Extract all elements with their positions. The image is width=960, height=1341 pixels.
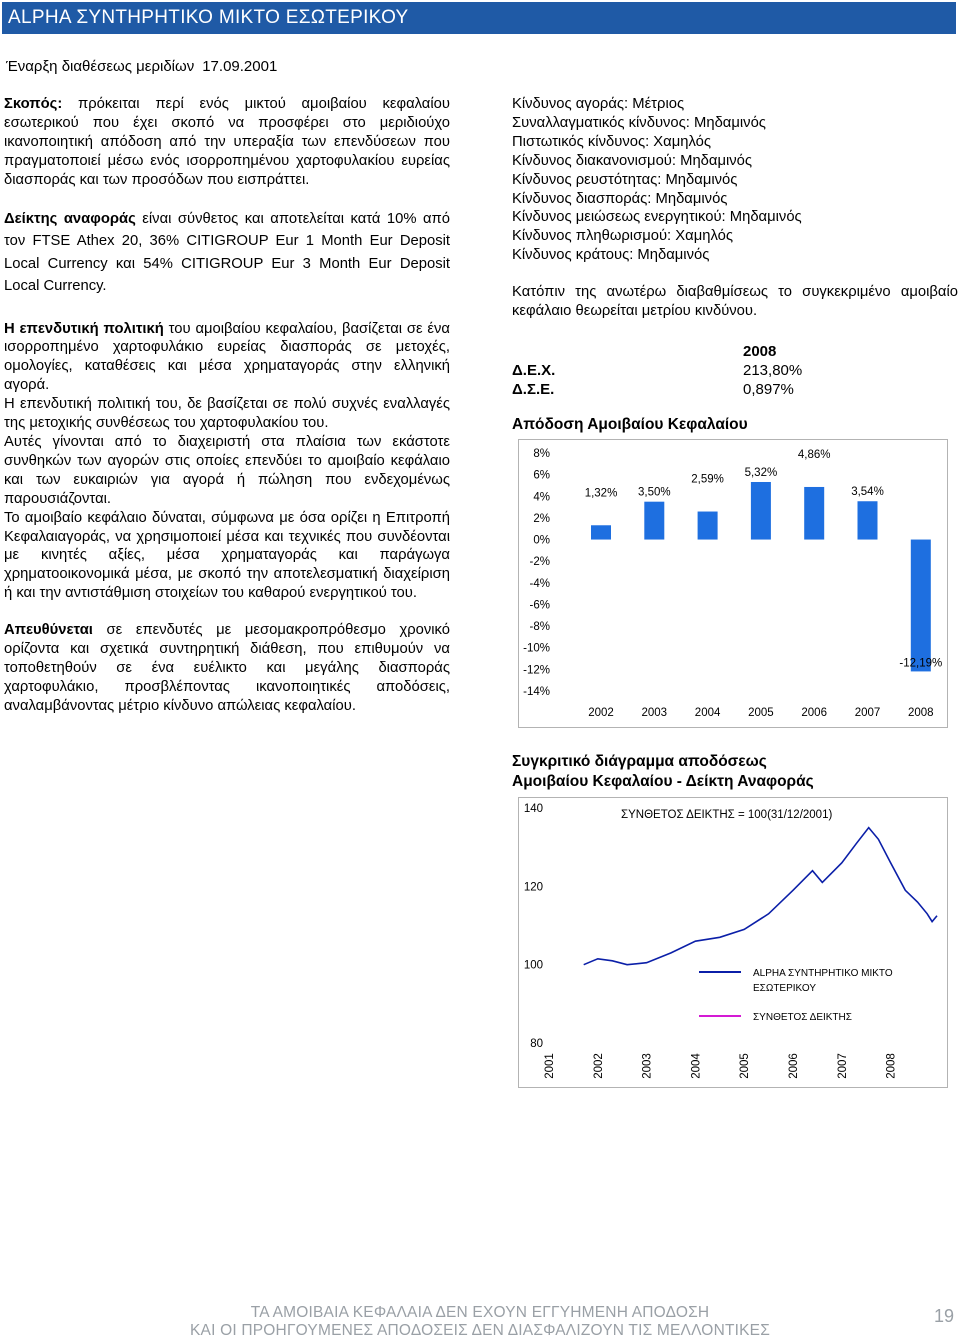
policy-paragraph — [4, 320, 450, 396]
objective-paragraph — [4, 95, 450, 190]
bar-value-label: 1,32% — [584, 487, 618, 500]
y-tick-label: -10% — [523, 642, 550, 655]
stats-year: 2008 — [743, 343, 777, 360]
y-tick-label: -2% — [529, 556, 550, 569]
risk-list — [512, 95, 958, 265]
y-tick-label: 4% — [533, 491, 550, 504]
risk-item: Κίνδυνος πληθωρισμού: Χαμηλός — [512, 228, 733, 245]
y-tick-label: -4% — [529, 577, 550, 590]
legend-label-fund: ALPHA ΣΥΝΤΗΡΗΤΙΚΟ ΜΙΚΤΟ — [753, 968, 893, 979]
audience-paragraph — [4, 621, 450, 716]
bar — [858, 501, 878, 539]
x-tick-label: 2003 — [641, 707, 668, 719]
policy-paragraph-3: Αυτές γίνονται από το διαχειριστή στα πλαίσια των εκάστοτε συνθηκών των αγορών στις οποίες επενδύει το αμοιβαίο κεφάλαιο και των ευκαιριών για αγορά ή πώληση που ενδεχομένως παρουσιάζονται. — [4, 433, 450, 507]
y-tick-label: -14% — [523, 686, 550, 698]
y-tick-label: 80 — [530, 1038, 543, 1050]
disclaimer-footer — [0, 1304, 960, 1340]
objective-label: Σκοπός: — [4, 96, 63, 112]
policy-paragraph-4: Το αμοιβαίο κεφάλαιο δύναται, σύμφωνα με όσα ορίζει η Επιτροπή Κεφαλαιαγοράς, να χρησιμοποιεί μέσα και τεχνικές που συνδέονται με κινητές αξίες, μέσα χρηματαγοράς και παράγωγα χρηματοοικονομικά μέσα, με σκοπό την αποτελεσματική διαχείριση ή και την αντιστάθμιση στοιχείων του καθαρού ενεργητικού του. — [4, 509, 450, 602]
y-tick-label: -6% — [529, 599, 550, 612]
cost-stats — [512, 342, 812, 399]
returns-chart — [518, 439, 948, 728]
y-tick-label: -8% — [529, 621, 550, 634]
bar — [751, 482, 771, 540]
y-tick-label: 2% — [533, 512, 550, 525]
launch-date-line — [6, 58, 277, 75]
bar-value-label: 3,50% — [637, 486, 671, 499]
y-tick-label: 8% — [533, 448, 550, 460]
bar-value-label: -12,19% — [899, 657, 943, 670]
legend-label-fund-cont: ΕΣΩΤΕΡΙΚΟΥ — [753, 983, 817, 994]
x-tick-label: 2005 — [739, 1053, 752, 1079]
risk-item: Κίνδυνος διασποράς: Μηδαμινός — [512, 190, 728, 207]
y-tick-label: 0% — [533, 534, 550, 547]
x-tick-label: 2008 — [908, 707, 934, 719]
audience-label: Απευθύνεται — [4, 622, 93, 639]
x-tick-label: 2007 — [854, 707, 881, 719]
risk-section — [512, 95, 958, 321]
x-tick-label: 2006 — [788, 1053, 801, 1079]
comparison-title-line-2: Αμοιβαίου Κεφαλαίου - Δείκτη Αναφοράς — [512, 773, 814, 790]
risk-item: Κίνδυνος μειώσεως ενεργητικού: Μηδαμινός — [512, 209, 802, 226]
benchmark-text: είναι σύνθετος και αποτελείται κατά 10% από τον FTSE Athex 20, 36% CITIGROUP Eur 1 Month Eur Deposit Local Currency και 54% CITIGROUP Eur 3 Month Eur Deposit Local Currency. — [4, 210, 450, 295]
x-tick-label: 2008 — [885, 1053, 898, 1079]
bar-value-label: 2,59% — [691, 473, 724, 486]
risk-item: Κίνδυνος αγοράς: Μέτριος — [512, 96, 685, 112]
page-title: ALPHA ΣΥΝΤΗΡΗΤΙΚΟ ΜΙΚΤΟ ΕΣΩΤΕΡΙΚΟΥ — [2, 2, 956, 34]
benchmark-label: Δείκτης αναφοράς — [4, 210, 136, 227]
bar — [591, 525, 611, 539]
bar-value-label: 3,54% — [851, 486, 884, 499]
y-tick-label: 100 — [523, 959, 543, 972]
risk-item: Κίνδυνος διακανονισμού: Μηδαμινός — [512, 152, 753, 169]
launch-label: Έναρξη διαθέσεως μεριδίων — [6, 58, 195, 75]
risk-conclusion: Κατόπιν της ανωτέρω διαβαθμίσεως το συγκεκριμένο αμοιβαίο κεφάλαιο θεωρείται μετρίου κινδύνου. — [512, 284, 958, 320]
tc-label: Δ.Σ.Ε. — [512, 381, 555, 398]
x-tick-label: 2004 — [694, 707, 721, 719]
y-tick-label: -12% — [523, 664, 550, 677]
x-tick-label: 2006 — [801, 707, 827, 719]
page-number: 19 — [934, 1306, 955, 1326]
bar — [698, 512, 718, 540]
audience-text: σε επενδυτές με μεσομακροπρόθεσμο χρονικό ορίζοντα και σχετικά συντηρητική διάθεση, που επιθυμούν να τοποθετηθούν σε ένα ευέλικτο και μεγάλης διασποράς χαρτοφυλάκιο, προσβλέποντας ικανοποιητικές αποδόσεις, αναλαμβάνοντας μέτριο κίνδυνο απώλειας κεφαλαίου. — [4, 622, 450, 714]
risk-item: Πιστωτικός κίνδυνος: Χαμηλός — [512, 133, 712, 150]
policy-label: Η επενδυτική πολιτική — [4, 320, 164, 337]
policy-paragraph-2: Η επενδυτική πολιτική του, δε βασίζεται σε πολύ συχνές εναλλαγές της μετοχικής συνθέσεως του χαρτοφυλακίου του. — [4, 396, 450, 432]
x-tick-label: 2005 — [748, 707, 774, 719]
series-line-fund — [584, 828, 937, 965]
comparison-line-chart — [519, 798, 947, 1087]
chart-subtitle: ΣΥΝΘΕΤΟΣ ΔΕΙΚΤΗΣ = 100(31/12/2001) — [621, 809, 833, 821]
bar — [911, 540, 931, 672]
policy-text-1: του αμοιβαίου κεφαλαίου, βασίζεται σε ένα ισορροπημένο χαρτοφυλάκιο ευρείας διασποράς σε μετοχές, ομολογίες, καταθέσεις και μέσα χρηματαγοράς στην ελληνική αγορά. — [4, 320, 450, 394]
objective-text: πρόκειται περί ενός μικτού αμοιβαίου κεφαλαίου εσωτερικού που έχει σκοπό να προσφέρει στο μεριδιούχο ικανοποιητική απόδοση από την υπεραξία των επενδύσεων που πραγματοποιεί μέσω ενός ισορροπημένου χαρτοφυλακίου ευρείας διασποράς και των προσόδων που εισπράττει. — [4, 96, 450, 188]
disclaimer-line-2: ΚΑΙ ΟΙ ΠΡΟΗΓΟΥΜΕΝΕΣ ΑΠΟΔΟΣΕΙΣ ΔΕΝ ΔΙΑΣΦΑΛΙΖΟΥΝ ΤΙΣ ΜΕΛΛΟΝΤΙΚΕΣ — [190, 1322, 770, 1339]
x-tick-label: 2007 — [836, 1053, 849, 1079]
disclaimer-line-1: ΤΑ ΑΜΟΙΒΑΙΑ ΚΕΦΑΛΑΙΑ ΔΕΝ ΕΧΟΥΝ ΕΓΓΥΗΜΕΝΗ ΑΠΟΔΟΣΗ — [250, 1304, 710, 1321]
y-tick-label: 6% — [533, 469, 550, 482]
benchmark-paragraph — [4, 208, 450, 298]
comparison-chart — [518, 797, 948, 1088]
x-tick-label: 2001 — [544, 1053, 556, 1079]
bar — [804, 487, 824, 540]
comparison-chart-title — [512, 752, 814, 792]
x-tick-label: 2002 — [588, 707, 614, 719]
ter-value: 213,80% — [743, 362, 803, 379]
legend-label-index: ΣΥΝΘΕΤΟΣ ΔΕΙΚΤΗΣ — [753, 1012, 852, 1023]
y-tick-label: 140 — [523, 803, 543, 815]
risk-item: Κίνδυνος κράτους: Μηδαμινός — [512, 247, 710, 264]
bar-value-label: 5,32% — [744, 466, 778, 479]
x-tick-label: 2004 — [690, 1053, 703, 1079]
x-tick-label: 2003 — [641, 1053, 654, 1079]
tc-value: 0,897% — [743, 381, 794, 398]
bar-value-label: 4,86% — [797, 448, 831, 461]
x-tick-label: 2002 — [592, 1053, 605, 1079]
risk-item: Κίνδυνος ρευστότητας: Μηδαμινός — [512, 171, 738, 188]
bar — [644, 502, 664, 540]
risk-item: Συναλλαγματικός κίνδυνος: Μηδαμινός — [512, 114, 766, 131]
returns-chart-title: Απόδοση Αμοιβαίου Κεφαλαίου — [512, 416, 748, 433]
ter-label: Δ.Ε.Χ. — [512, 362, 556, 379]
fund-description — [4, 95, 450, 716]
returns-bar-chart — [519, 440, 947, 727]
comparison-title-line-1: Συγκριτικό διάγραμμα αποδόσεως — [512, 753, 767, 770]
launch-date: 17.09.2001 — [202, 58, 278, 75]
y-tick-label: 120 — [523, 881, 543, 894]
